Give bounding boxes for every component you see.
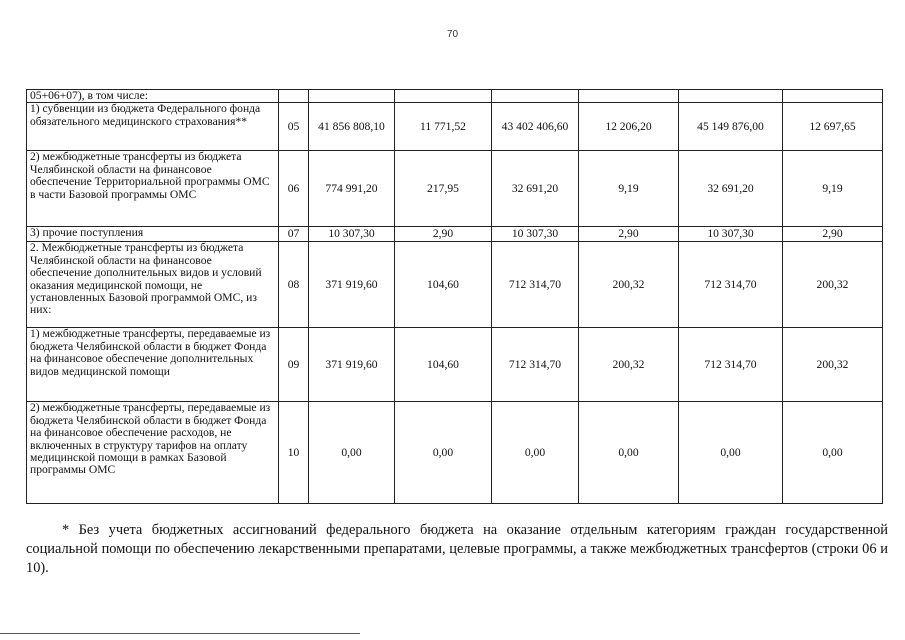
value-cell: 0,00 bbox=[679, 402, 783, 504]
row-code: 07 bbox=[279, 227, 309, 242]
value-cell: 12 206,20 bbox=[579, 103, 679, 151]
value-cell: 2,90 bbox=[783, 227, 883, 242]
row-code: 06 bbox=[279, 151, 309, 227]
table-body bbox=[27, 90, 883, 504]
value-cell: 712 314,70 bbox=[492, 242, 579, 328]
table-row bbox=[27, 402, 883, 504]
value-cell: 10 307,30 bbox=[309, 227, 395, 242]
value-cell: 0,00 bbox=[309, 402, 395, 504]
value-cell: 371 919,60 bbox=[309, 328, 395, 402]
row-code: 10 bbox=[279, 402, 309, 504]
row-description: 1) межбюджетные трансферты, передаваемые из бюджета Челябинской области в бюджет Фонда на финансовое обеспечение дополнительных видов медицинской помощи bbox=[27, 328, 279, 402]
value-cell: 200,32 bbox=[783, 328, 883, 402]
value-cell: 10 307,30 bbox=[492, 227, 579, 242]
value-cell: 774 991,20 bbox=[309, 151, 395, 227]
value-cell: 43 402 406,60 bbox=[492, 103, 579, 151]
table-row bbox=[27, 227, 883, 242]
value-cell: 200,32 bbox=[783, 242, 883, 328]
value-cell bbox=[579, 90, 679, 103]
value-cell: 10 307,30 bbox=[679, 227, 783, 242]
value-cell: 712 314,70 bbox=[679, 242, 783, 328]
value-cell: 41 856 808,10 bbox=[309, 103, 395, 151]
value-cell bbox=[309, 90, 395, 103]
page-number: 70 bbox=[446, 29, 459, 40]
value-cell: 32 691,20 bbox=[492, 151, 579, 227]
value-cell bbox=[492, 90, 579, 103]
value-cell: 12 697,65 bbox=[783, 103, 883, 151]
table-row bbox=[27, 242, 883, 328]
value-cell: 45 149 876,00 bbox=[679, 103, 783, 151]
value-cell: 2,90 bbox=[395, 227, 492, 242]
value-cell: 9,19 bbox=[579, 151, 679, 227]
value-cell: 32 691,20 bbox=[679, 151, 783, 227]
row-code bbox=[279, 90, 309, 103]
value-cell: 0,00 bbox=[395, 402, 492, 504]
value-cell: 200,32 bbox=[579, 328, 679, 402]
value-cell: 104,60 bbox=[395, 328, 492, 402]
value-cell bbox=[783, 90, 883, 103]
table-row bbox=[27, 103, 883, 151]
value-cell: 0,00 bbox=[783, 402, 883, 504]
value-cell bbox=[679, 90, 783, 103]
table-row bbox=[27, 328, 883, 402]
row-description: 05+06+07), в том числе: bbox=[27, 90, 279, 103]
value-cell: 2,90 bbox=[579, 227, 679, 242]
value-cell: 0,00 bbox=[492, 402, 579, 504]
value-cell: 0,00 bbox=[579, 402, 679, 504]
value-cell: 104,60 bbox=[395, 242, 492, 328]
budget-table bbox=[26, 89, 883, 504]
row-description: 2) межбюджетные трансферты, передаваемые из бюджета Челябинской области в бюджет Фонда на финансовое обеспечение расходов, не включенных в структуру тарифов на оплату медицинской помощи в рамках Базовой программы ОМС bbox=[27, 402, 279, 504]
row-description: 3) прочие поступления bbox=[27, 227, 279, 242]
table-row bbox=[27, 151, 883, 227]
footnote: * Без учета бюджетных ассигнований федерального бюджета на оказание отдельным категориям граждан государственной социальной помощи по обеспечению лекарственными препаратами, целевые программы, а также межбюджетных трансфертов (строки 06 и 10). bbox=[26, 522, 888, 576]
value-cell: 712 314,70 bbox=[492, 328, 579, 402]
value-cell bbox=[395, 90, 492, 103]
row-description: 2) межбюджетные трансферты из бюджета Челябинской области на финансовое обеспечение Территориальной программы ОМС в части Базовой программы ОМС bbox=[27, 151, 279, 227]
row-description: 1) субвенции из бюджета Федерального фонда обязательного медицинского страхования** bbox=[27, 103, 279, 151]
row-description: 2. Межбюджетные трансферты из бюджета Челябинской области на финансовое обеспечение дополнительных видов и условий оказания медицинской помощи, не установленных Базовой программой ОМС, из них: bbox=[27, 242, 279, 328]
value-cell: 9,19 bbox=[783, 151, 883, 227]
value-cell: 200,32 bbox=[579, 242, 679, 328]
bottom-rule bbox=[0, 633, 360, 634]
value-cell: 217,95 bbox=[395, 151, 492, 227]
row-code: 08 bbox=[279, 242, 309, 328]
value-cell: 11 771,52 bbox=[395, 103, 492, 151]
row-code: 05 bbox=[279, 103, 309, 151]
value-cell: 371 919,60 bbox=[309, 242, 395, 328]
row-code: 09 bbox=[279, 328, 309, 402]
value-cell: 712 314,70 bbox=[679, 328, 783, 402]
table-row bbox=[27, 90, 883, 103]
